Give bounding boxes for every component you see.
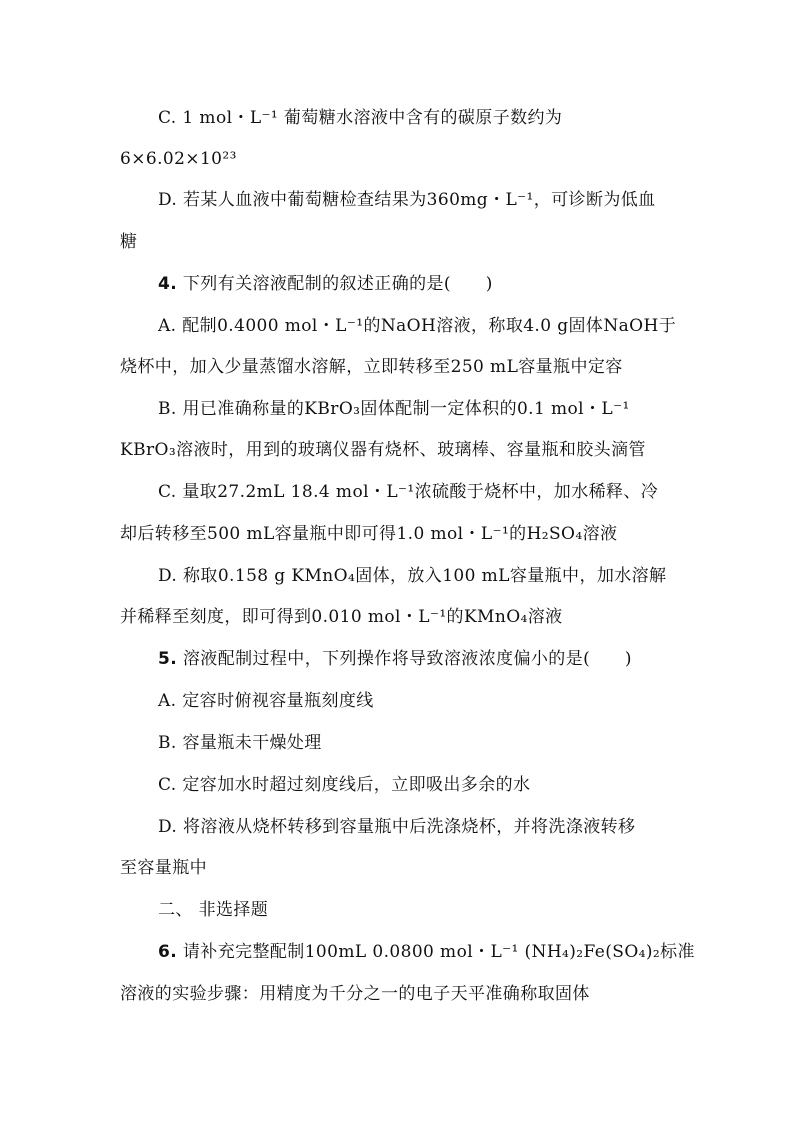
q4-option-b-line-2: KBrO₃溶液时，用到的玻璃仪器有烧杯、玻璃棒、容量瓶和胶头滴管 — [120, 440, 646, 460]
q4-option-c-line-1: C. 量取27.2mL 18.4 mol・L⁻¹浓硫酸于烧杯中，加水稀释、冷 — [158, 482, 659, 502]
q4-option-b-line-1: B. 用已准确称量的KBrO₃固体配制一定体积的0.1 mol・L⁻¹ — [158, 399, 630, 419]
question-6-stem-line-2: 溶液的实验步骤：用精度为千分之一的电子天平准确称取固体 — [120, 984, 590, 1004]
q3-option-d-line-2: 糖 — [120, 232, 138, 252]
question-6 — [158, 940, 695, 964]
q5-option-a: A. 定容时俯视容量瓶刻度线 — [158, 691, 374, 711]
q4-option-a-line-2: 烧杯中，加入少量蒸馏水溶解，立即转移至250 mL容量瓶中定容 — [120, 357, 623, 377]
question-6-number: 6. — [158, 942, 178, 962]
question-4-stem: 下列有关溶液配制的叙述正确的是( ) — [182, 274, 493, 294]
question-4 — [158, 272, 680, 296]
question-4-number: 4. — [158, 274, 178, 294]
q5-option-d-line-1: D. 将溶液从烧杯转移到容量瓶中后洗涤烧杯，并将洗涤液转移 — [158, 817, 636, 837]
q4-option-c-line-2: 却后转移至500 mL容量瓶中即可得1.0 mol・L⁻¹的H₂SO₄溶液 — [120, 524, 618, 544]
question-5-stem: 溶液配制过程中，下列操作将导致溶液浓度偏小的是( ) — [182, 649, 632, 669]
q4-option-d-line-1: D. 称取0.158 g KMnO₄固体，放入100 mL容量瓶中，加水溶解 — [158, 566, 667, 586]
section-heading-non-choice: 二、 非选择题 — [158, 900, 269, 920]
question-5 — [158, 647, 680, 671]
q4-option-a-line-1: A. 配制0.4000 mol・L⁻¹的NaOH溶液，称取4.0 g固体NaOH于 — [158, 316, 677, 336]
q5-option-d-line-2: 至容量瓶中 — [120, 858, 207, 878]
q3-option-c-line-2: 6×6.02×10²³ — [120, 149, 237, 169]
q5-option-c: C. 定容加水时超过刻度线后，立即吸出多余的水 — [158, 775, 531, 795]
q4-option-d-line-2: 并稀释至刻度，即可得到0.010 mol・L⁻¹的KMnO₄溶液 — [120, 607, 563, 627]
q3-option-c-line-1: C. 1 mol・L⁻¹ 葡萄糖水溶液中含有的碳原子数约为 — [158, 108, 563, 128]
q5-option-b: B. 容量瓶未干燥处理 — [158, 733, 322, 753]
question-6-stem-line-1: 请补充完整配制100mL 0.0800 mol・L⁻¹ (NH₄)₂Fe(SO₄)₂标准 — [182, 942, 695, 962]
q3-option-d-line-1: D. 若某人血液中葡萄糖检查结果为360mg・L⁻¹，可诊断为低血 — [158, 190, 656, 210]
question-5-number: 5. — [158, 649, 178, 669]
